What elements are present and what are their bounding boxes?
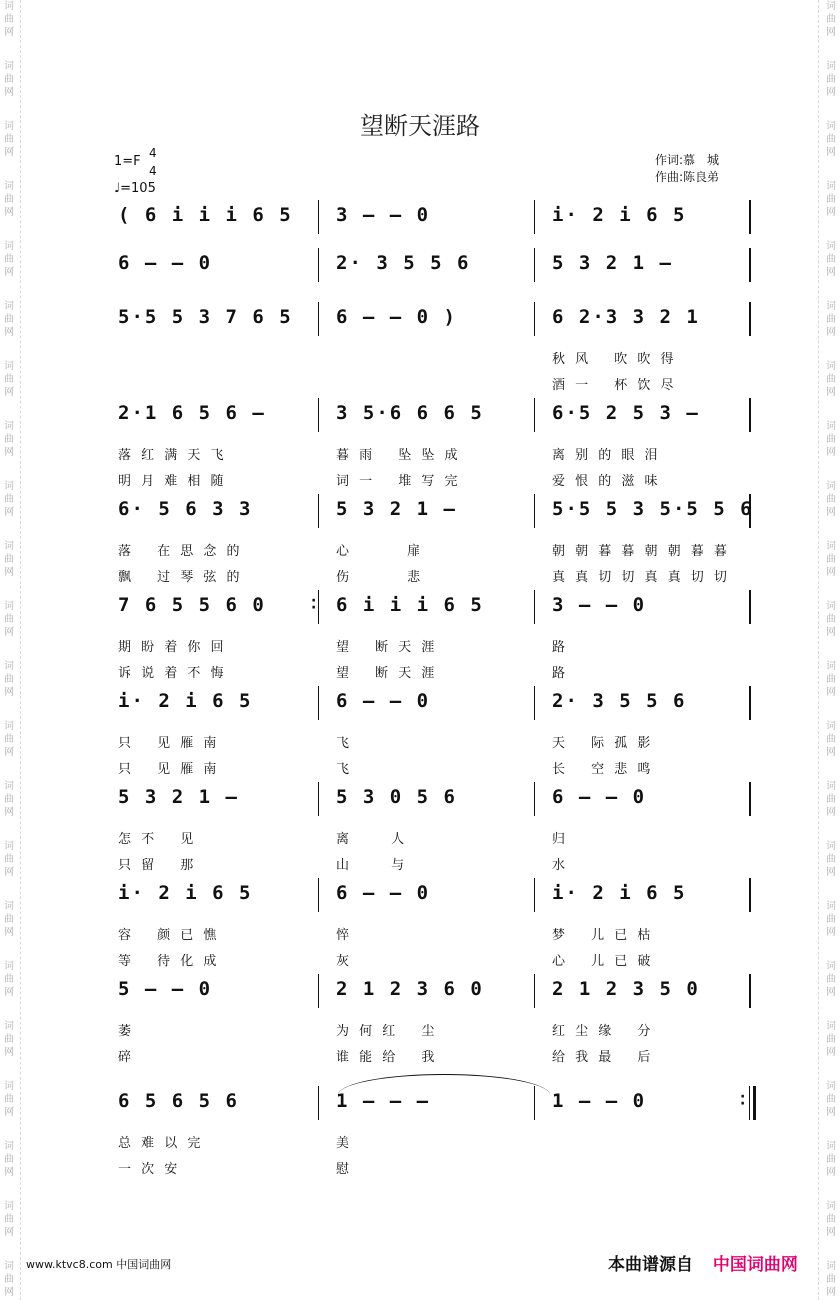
barline (534, 398, 535, 432)
lyric-line: 路 (552, 666, 569, 681)
lyric-line: 红 尘 缘 分 (552, 1024, 654, 1039)
watermark-text: 词 曲 网 (4, 901, 14, 938)
lyric-line: 爱 恨 的 滋 味 (552, 474, 661, 489)
lyric-line: 心 儿 已 破 (552, 954, 654, 969)
watermark-text: 词 曲 网 (826, 1081, 836, 1118)
lyric-line: 飞 (336, 736, 353, 751)
barline (749, 200, 751, 234)
lyric-line: 离 别 的 眼 泪 (552, 448, 661, 463)
barline (749, 974, 751, 1008)
barline (749, 302, 751, 336)
watermark-text: 词 曲 网 (826, 961, 836, 998)
barline (318, 590, 319, 624)
watermark-text: 词 曲 网 (4, 1261, 14, 1298)
lyric-line: 酒 一 杯 饮 尽 (552, 378, 677, 393)
measure-notes: 1 — — 0 (552, 1090, 647, 1112)
measure-notes: 6 — — 0 (336, 690, 431, 712)
lyric-line: 梦 儿 已 枯 (552, 928, 654, 943)
footer-brand: 中国词曲网 (712, 1255, 798, 1275)
measure-notes: 6 — — 0 (118, 252, 213, 274)
score-system (0, 248, 840, 282)
barline (749, 494, 751, 528)
measure-notes: 2· 3 5 5 6 (336, 252, 471, 274)
watermark-text: 词 曲 网 (826, 121, 836, 158)
barline (749, 398, 751, 432)
watermark-text: 词 曲 网 (4, 541, 14, 578)
composer: 作曲:陈良弟 (655, 170, 720, 184)
barline (318, 686, 319, 720)
watermark-text: 词 曲 网 (4, 241, 14, 278)
lyric-line: 灰 (336, 954, 353, 969)
watermark-text: 词 曲 网 (4, 1081, 14, 1118)
measure-notes: 3 5·6 6 6 5 (336, 402, 484, 424)
lyric-line: 只 见 雁 南 (118, 736, 220, 751)
lyric-line: 美 (336, 1136, 353, 1151)
barline (534, 686, 535, 720)
barline (534, 200, 535, 234)
measure-notes: 3 — — 0 (336, 204, 431, 226)
watermark-text: 词 曲 网 (826, 1261, 836, 1298)
measure-notes: 5 3 2 1 — (118, 786, 239, 808)
lyric-line: 碎 (118, 1050, 135, 1065)
watermark-text: 词 曲 网 (4, 1, 14, 38)
measure-notes: 6 — — 0 (336, 882, 431, 904)
watermark-text: 词 曲 网 (826, 421, 836, 458)
lyric-line: 只 见 雁 南 (118, 762, 220, 777)
watermark-text: 词 曲 网 (826, 181, 836, 218)
lyric-line: 山 与 (336, 858, 408, 873)
score-system (0, 494, 840, 528)
time-signature-bottom: 4 (149, 164, 157, 178)
lyric-line: 一 次 安 (118, 1162, 181, 1177)
tie-arc (338, 1074, 550, 1095)
score-system (0, 302, 840, 336)
time-signature-top: 4 (149, 146, 157, 160)
score-system (0, 782, 840, 816)
barline (534, 248, 535, 282)
watermark-text: 词 曲 网 (4, 181, 14, 218)
barline (749, 248, 751, 282)
measure-notes: 3 — — 0 (552, 594, 647, 616)
lyric-line: 暮 雨 坠 坠 成 (336, 448, 461, 463)
barline (318, 494, 319, 528)
watermark-text: 词 曲 网 (4, 601, 14, 638)
measure-notes: i· 2 i 6 5 (552, 882, 687, 904)
measure-notes: 5·5 5 3 5·5 5 6 (552, 498, 754, 520)
watermark-text: 词 曲 网 (4, 721, 14, 758)
lyricist: 作词:慕 城 (655, 153, 720, 167)
watermark-text: 词 曲 网 (4, 1141, 14, 1178)
barline (318, 302, 319, 336)
lyric-line: 总 难 以 完 (118, 1136, 204, 1151)
barline (534, 494, 535, 528)
measure-notes: 2 1 2 3 6 0 (336, 978, 484, 1000)
measure-notes: 6 2·3 3 2 1 (552, 306, 700, 328)
lyric-line: 长 空 悲 鸣 (552, 762, 654, 777)
measure-notes: 5 3 0 5 6 (336, 786, 457, 808)
watermark-text: 词 曲 网 (826, 361, 836, 398)
lyric-line: 容 颜 已 憔 (118, 928, 220, 943)
barline (318, 200, 319, 234)
barline (749, 1086, 750, 1120)
barline (318, 1086, 319, 1120)
measure-notes: 6· 5 6 3 3 (118, 498, 253, 520)
lyric-line: 飞 (336, 762, 353, 777)
measure-notes: 5 3 2 1 — (336, 498, 457, 520)
score-system (0, 878, 840, 912)
watermark-text: 词 曲 网 (4, 301, 14, 338)
score-system (0, 200, 840, 234)
watermark-text: 词 曲 网 (826, 1141, 836, 1178)
lyric-line: 望 断 天 涯 (336, 666, 438, 681)
watermark-text: 词 曲 网 (826, 301, 836, 338)
barline (749, 686, 751, 720)
lyric-line: 诉 说 着 不 悔 (118, 666, 227, 681)
barline (534, 878, 535, 912)
measure-notes: i· 2 i 6 5 (118, 690, 253, 712)
measure-notes: 7 6 5 5 6 0 (118, 594, 266, 616)
watermark-text: 词 曲 网 (4, 1201, 14, 1238)
measure-notes: 2· 3 5 5 6 (552, 690, 687, 712)
lyric-line: 落 在 思 念 的 (118, 544, 243, 559)
measure-notes: 6 i i i 6 5 (336, 594, 484, 616)
lyric-line: 心 扉 (336, 544, 424, 559)
lyric-line: 水 (552, 858, 569, 873)
lyric-line: 期 盼 着 你 回 (118, 640, 227, 655)
watermark-text: 词 曲 网 (826, 61, 836, 98)
measure-notes: 5 3 2 1 — (552, 252, 673, 274)
barline (534, 302, 535, 336)
lyric-line: 飘 过 琴 弦 的 (118, 570, 243, 585)
measure-notes: 6 — — 0 (552, 786, 647, 808)
watermark-text: 词 曲 网 (4, 421, 14, 458)
barline (749, 878, 751, 912)
footer-site: www.ktvc8.com 中国词曲网 (26, 1258, 172, 1271)
watermark-text: 词 曲 网 (826, 1, 836, 38)
measure-notes: 5·5 5 3 7 6 5 (118, 306, 293, 328)
watermark-text: 词 曲 网 (826, 241, 836, 278)
measure-notes: 2·1 6 5 6 — (118, 402, 266, 424)
measure-notes: 1 — — — (336, 1090, 431, 1112)
measure-notes: 2 1 2 3 5 0 (552, 978, 700, 1000)
footer-source (608, 1250, 798, 1275)
lyric-line: 路 (552, 640, 569, 655)
watermark-text: 词 曲 网 (4, 1021, 14, 1058)
lyric-line: 为 何 红 尘 (336, 1024, 438, 1039)
score-system (0, 398, 840, 432)
lyric-line: 离 人 (336, 832, 408, 847)
watermark-text: 词 曲 网 (826, 1021, 836, 1058)
barline (534, 782, 535, 816)
watermark-text: 词 曲 网 (4, 781, 14, 818)
lyric-line: 怎 不 见 (118, 832, 197, 847)
watermark-text: 词 曲 网 (4, 481, 14, 518)
lyric-line: 归 (552, 832, 569, 847)
measure-notes: 6·5 2 5 3 — (552, 402, 700, 424)
measure-notes: 6 5 6 5 6 (118, 1090, 239, 1112)
watermark-text: 词 曲 网 (826, 541, 836, 578)
measure-notes: i· 2 i 6 5 (552, 204, 687, 226)
lyric-line: 伤 悲 (336, 570, 424, 585)
lyric-line: 落 红 满 天 飞 (118, 448, 227, 463)
tempo-mark: ♩=105 (114, 181, 156, 196)
key-signature: 1=F (114, 154, 141, 169)
measure-notes: 6 — — 0 ) (336, 306, 457, 328)
lyric-line: 慰 (336, 1162, 353, 1177)
watermark-text: 词 曲 网 (826, 901, 836, 938)
lyric-line: 天 际 孤 影 (552, 736, 654, 751)
lyric-line: 谁 能 给 我 (336, 1050, 438, 1065)
score-system (0, 974, 840, 1008)
watermark-text: 词 曲 网 (826, 661, 836, 698)
barline (534, 590, 535, 624)
watermark-text: 词 曲 网 (4, 121, 14, 158)
repeat-start-dots: · · (311, 593, 317, 616)
lyric-line: 给 我 最 后 (552, 1050, 654, 1065)
barline (318, 878, 319, 912)
measure-notes: 5 — — 0 (118, 978, 213, 1000)
measure-notes: i· 2 i 6 5 (118, 882, 253, 904)
lyric-line: 悴 (336, 928, 353, 943)
lyric-line: 朝 朝 暮 暮 朝 朝 暮 暮 (552, 544, 730, 559)
lyric-line: 词 一 堆 写 完 (336, 474, 461, 489)
watermark-text: 词 曲 网 (826, 601, 836, 638)
watermark-text: 词 曲 网 (826, 721, 836, 758)
watermark-text: 词 曲 网 (4, 61, 14, 98)
credits (655, 152, 719, 186)
barline (318, 248, 319, 282)
watermark-text: 词 曲 网 (826, 481, 836, 518)
measure-notes: ( 6 i i i 6 5 (118, 204, 293, 226)
watermark-text: 词 曲 网 (4, 661, 14, 698)
watermark-text: 词 曲 网 (4, 961, 14, 998)
watermark-text: 词 曲 网 (826, 841, 836, 878)
watermark-text: 词 曲 网 (826, 781, 836, 818)
lyric-line: 真 真 切 切 真 真 切 切 (552, 570, 730, 585)
lyric-line: 望 断 天 涯 (336, 640, 438, 655)
lyric-line: 萎 (118, 1024, 135, 1039)
watermark-text: 词 曲 网 (4, 361, 14, 398)
lyric-line: 明 月 难 相 随 (118, 474, 227, 489)
lyric-line: 只 留 那 (118, 858, 197, 873)
lyric-line: 秋 风 吹 吹 得 (552, 352, 677, 367)
watermark-text: 词 曲 网 (826, 1201, 836, 1238)
barline (318, 974, 319, 1008)
score-system (0, 686, 840, 720)
barline (749, 782, 751, 816)
song-title: 望断天涯路 (360, 112, 480, 140)
barline (534, 974, 535, 1008)
footer-source-text: 本曲谱源自 (608, 1255, 693, 1275)
score-system (0, 590, 840, 624)
barline (749, 590, 751, 624)
watermark-text: 词 曲 网 (4, 841, 14, 878)
barline (318, 398, 319, 432)
barline (318, 782, 319, 816)
repeat-end-dots: · · (740, 1089, 746, 1112)
lyric-line: 等 待 化 成 (118, 954, 220, 969)
